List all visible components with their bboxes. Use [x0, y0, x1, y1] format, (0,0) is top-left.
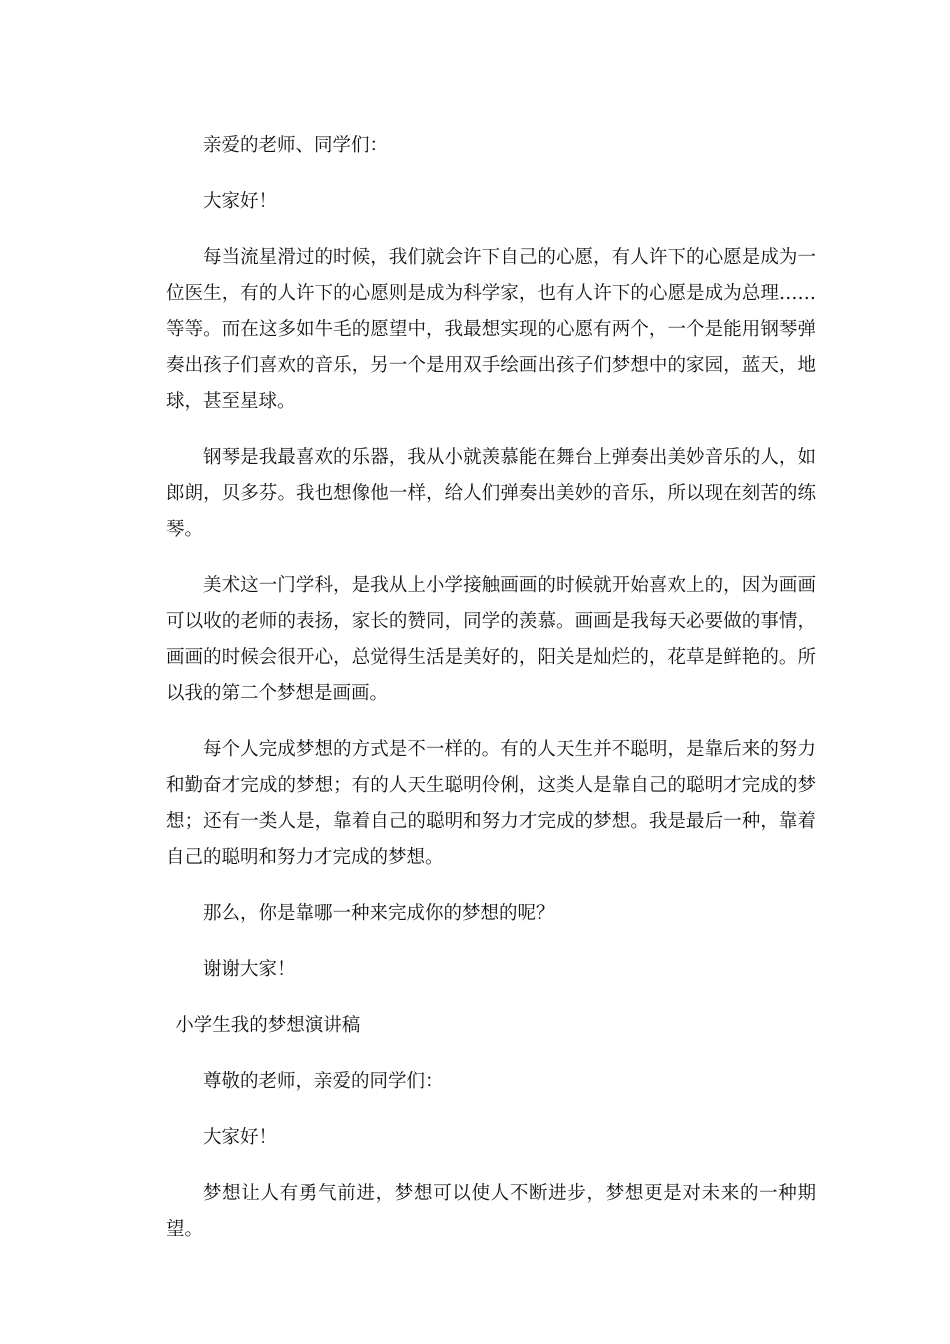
thanks: 谢谢大家！ — [203, 959, 296, 980]
closing-question: 那么，你是靠哪一种来完成你的梦想的呢？ — [203, 903, 555, 924]
document-body — [166, 128, 816, 1248]
greeting: 大家好！ — [203, 191, 278, 212]
second-salutation: 尊敬的老师，亲爱的同学们： — [203, 1071, 444, 1092]
section-title: 小学生我的梦想演讲稿 — [175, 1015, 361, 1036]
paragraph-ways: 每个人完成梦想的方式是不一样的。有的人天生并不聪明，是靠后来的努力和勤奋才完成的梦想；有的人天生聪明伶俐，这类人是靠自己的聪明才完成的梦想；还有一类人是，靠着自己的聪明和努力才完成的梦想。我是最后一种，靠着自己的聪明和努力才完成的梦想。 — [166, 739, 816, 868]
second-greeting: 大家好！ — [203, 1127, 278, 1148]
paragraph-art: 美术这一门学科，是我从上小学接触画画的时候就开始喜欢上的，因为画画可以收的老师的表扬，家长的赞同，同学的羡慕。画画是我每天必要做的事情，画画的时候会很开心，总觉得生活是美好的，阳关是灿烂的，花草是鲜艳的。所以我的第二个梦想是画画。 — [166, 575, 816, 704]
paragraph-piano: 钢琴是我最喜欢的乐器，我从小就羡慕能在舞台上弹奏出美妙音乐的人，如郎朗，贝多芬。我也想像他一样，给人们弹奏出美妙的音乐，所以现在刻苦的练琴。 — [166, 447, 816, 540]
salutation: 亲爱的老师、同学们： — [203, 135, 389, 156]
paragraph-wishes: 每当流星滑过的时候，我们就会许下自己的心愿，有人许下的心愿是成为一位医生，有的人许下的心愿则是成为科学家，也有人许下的心愿是成为总理……等等。而在这多如牛毛的愿望中，我最想实现的心愿有两个，一个是能用钢琴弹奏出孩子们喜欢的音乐，另一个是用双手绘画出孩子们梦想中的家园，蓝天，地球，甚至星球。 — [166, 247, 816, 412]
paragraph-dream: 梦想让人有勇气前进，梦想可以使人不断进步，梦想更是对未来的一种期望。 — [166, 1183, 816, 1240]
